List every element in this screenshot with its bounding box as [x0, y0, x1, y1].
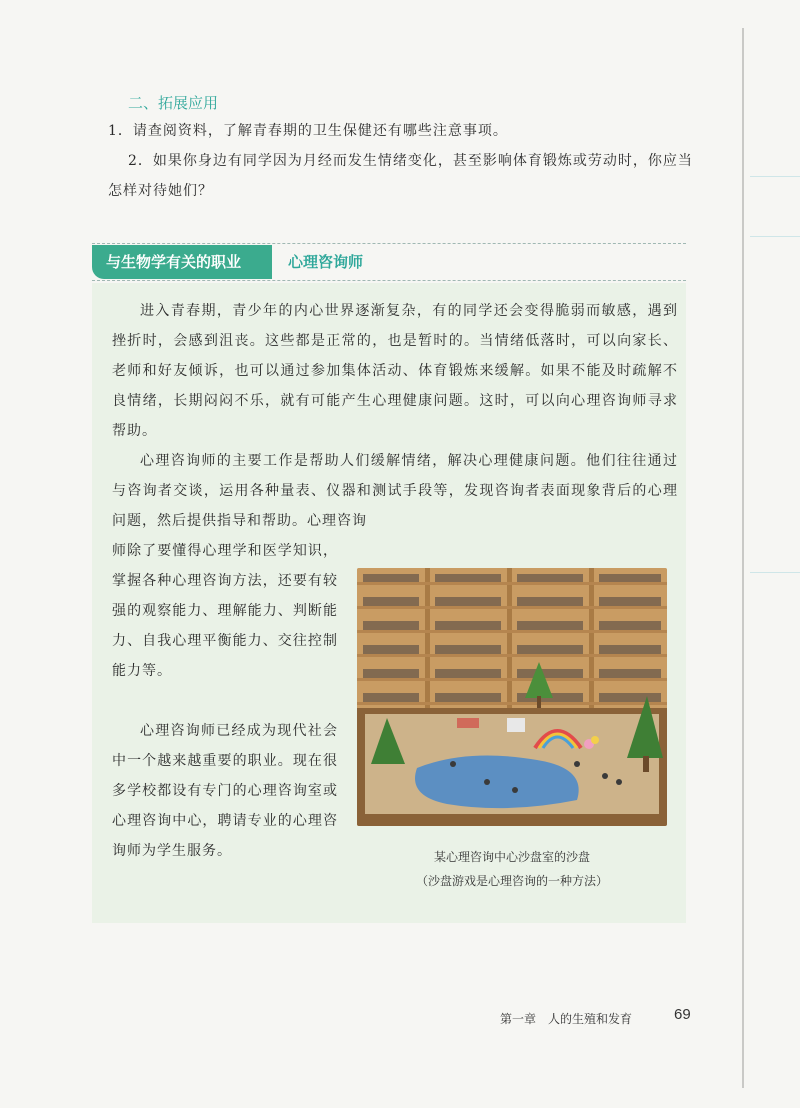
body-paragraph-1: 进入青春期，青少年的内心世界逐渐复杂，有的同学还会变得脆弱而敏感，遇到挫折时，会感到沮丧。这些都是正常的，也是暂时的。当情绪低落时，可以向家长、老师和好友倾诉，也可以通过参加集体活动、体育锻炼来缓解。如果不能及时疏解不良情绪，长期闷闷不乐，就有可能产生心理健康问题。这时，可以向心理咨询师寻求帮助。: [112, 303, 678, 439]
sandplay-photo: [357, 568, 667, 826]
section-heading: 二、拓展应用: [128, 94, 219, 112]
question-2: 2．如果你身边有同学因为月经而发生情绪变化，甚至影响体育锻炼或劳动时，你应当怎样对待她们？: [108, 153, 693, 199]
career-tag: 与生物学有关的职业: [92, 245, 272, 279]
career-title: 心理咨询师: [288, 253, 364, 271]
question-1: 1．请查阅资料，了解青春期的卫生保健还有哪些注意事项。: [108, 123, 508, 139]
edge-mark: [750, 176, 800, 177]
edge-mark: [750, 236, 800, 237]
page-number: 69: [674, 1006, 691, 1023]
banner-rule: [92, 243, 686, 244]
body-paragraph-3: 师除了要懂得心理学和医学知识，掌握各种心理咨询方法，还要有较强的观察能力、理解能力、判断能力、自我心理平衡能力、交往控制能力等。: [112, 543, 338, 679]
figure-caption: 某心理咨询中心沙盘室的沙盘: [433, 850, 590, 864]
body-paragraph-4: 心理咨询师已经成为现代社会中一个越来越重要的职业。现在很多学校都设有专门的心理咨询室或心理咨询中心，聘请专业的心理咨询师为学生服务。: [112, 723, 338, 859]
figure-note: （沙盘游戏是心理咨询的一种方法）: [415, 874, 608, 888]
chapter-footer: 第一章 人的生殖和发育: [500, 1012, 633, 1026]
edge-mark: [750, 572, 800, 573]
career-banner: [92, 243, 686, 281]
page-edge: [742, 28, 744, 1088]
banner-rule: [92, 280, 686, 281]
body-paragraph-2: 心理咨询师的主要工作是帮助人们缓解情绪，解决心理健康问题。他们往往通过与咨询者交谈，运用各种量表、仪器和测试手段等，发现咨询者表面现象背后的心理问题，然后提供指导和帮助。心理咨询: [112, 453, 678, 529]
